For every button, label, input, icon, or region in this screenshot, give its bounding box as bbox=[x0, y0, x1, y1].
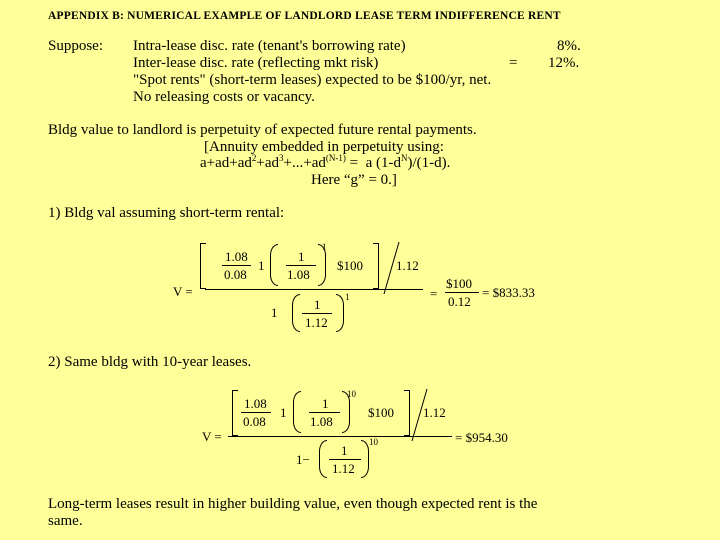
fraction-bar bbox=[241, 412, 271, 413]
left-paren bbox=[319, 440, 327, 478]
right-paren bbox=[361, 440, 369, 478]
denominator-numerator: 1 bbox=[341, 443, 348, 458]
inner-denominator: 1.08 bbox=[287, 267, 310, 282]
bldg-value-statement: Bldg value to landlord is perpetuity of expected future rental payments. bbox=[48, 122, 477, 138]
left-paren bbox=[293, 391, 301, 433]
simple-denominator: 0.12 bbox=[448, 294, 471, 309]
page-title: APPENDIX B: NUMERICAL EXAMPLE OF LANDLORD LEASE TERM INDIFFERENCE RENT bbox=[48, 10, 561, 22]
outer-discount: 1.12 bbox=[423, 405, 446, 420]
left-paren bbox=[270, 244, 278, 286]
result-long-term: = $954.30 bbox=[455, 430, 508, 445]
assumption-inter-lease-value: 12%. bbox=[548, 55, 580, 71]
assumption-inter-lease-eq: = bbox=[509, 55, 518, 71]
one-term: 1 bbox=[258, 258, 265, 273]
rent-value: $100 bbox=[337, 258, 363, 273]
fraction-bar bbox=[302, 313, 332, 314]
numerator-108: 1.08 bbox=[225, 249, 248, 264]
formula-v-label: V = bbox=[173, 284, 193, 299]
rent-value: $100 bbox=[368, 405, 394, 420]
assumption-intra-lease-value: 8%. bbox=[557, 38, 581, 54]
denominator-one-minus: 1− bbox=[296, 452, 310, 467]
assumption-no-costs: No releasing costs or vacancy. bbox=[133, 89, 315, 105]
outer-discount: 1.12 bbox=[396, 258, 419, 273]
result-short-term: = $833.33 bbox=[482, 285, 535, 300]
left-paren bbox=[292, 294, 300, 332]
exponent: 10 bbox=[347, 389, 356, 399]
assumption-intra-lease-rate: Intra-lease disc. rate (tenant's borrowing rate) bbox=[133, 38, 406, 54]
denominator-008: 0.08 bbox=[224, 267, 247, 282]
inner-numerator: 1 bbox=[322, 396, 329, 411]
right-bracket bbox=[373, 243, 379, 289]
denominator-exponent: 10 bbox=[369, 437, 378, 447]
denominator-112: 1.12 bbox=[305, 315, 328, 330]
inner-denominator: 1.08 bbox=[310, 414, 333, 429]
fraction-bar bbox=[309, 412, 340, 413]
growth-note: Here “g” = 0.] bbox=[311, 172, 397, 188]
exponent: 1 bbox=[322, 242, 327, 252]
fraction-bar bbox=[445, 292, 479, 293]
conclusion-line1: Long-term leases result in higher building value, even though expected rent is the bbox=[48, 496, 538, 512]
equals-sign: = bbox=[430, 286, 438, 301]
inner-numerator: 1 bbox=[298, 249, 305, 264]
denominator-one: 1 bbox=[271, 305, 278, 320]
fraction-bar bbox=[286, 265, 316, 266]
section2-heading: 2) Same bldg with 10-year leases. bbox=[48, 354, 252, 370]
one-term: 1 bbox=[280, 405, 287, 420]
main-fraction-bar bbox=[205, 289, 423, 290]
main-fraction-bar bbox=[228, 436, 452, 437]
numerator-108: 1.08 bbox=[244, 396, 267, 411]
suppose-label: Suppose: bbox=[48, 38, 104, 54]
annuity-equation: $a+ad+ad^2+ad^3+...+ad^{(N-1)} = a$ $(1-d^N)/(1-d)$. bbox=[200, 153, 451, 171]
denominator-exponent: 1 bbox=[345, 292, 350, 302]
right-paren bbox=[336, 294, 344, 332]
formula-v-label: V = bbox=[202, 429, 222, 444]
assumption-inter-lease-rate: Inter-lease disc. rate (reflecting mkt risk) bbox=[133, 55, 379, 71]
denominator-112: 1.12 bbox=[332, 461, 355, 476]
conclusion-line2: same. bbox=[48, 513, 83, 529]
left-bracket bbox=[200, 243, 206, 289]
left-bracket bbox=[232, 390, 238, 436]
denominator-008: 0.08 bbox=[243, 414, 266, 429]
section1-heading: 1) Bldg val assuming short-term rental: bbox=[48, 205, 285, 221]
assumption-spot-rents: "Spot rents" (short-term leases) expected to be $100/yr, net. bbox=[133, 72, 492, 88]
fraction-bar bbox=[329, 459, 361, 460]
simple-numerator: $100 bbox=[446, 276, 472, 291]
annuity-note: [Annuity embedded in perpetuity using: bbox=[204, 139, 444, 155]
fraction-bar bbox=[222, 265, 251, 266]
denominator-numerator: 1 bbox=[314, 297, 321, 312]
